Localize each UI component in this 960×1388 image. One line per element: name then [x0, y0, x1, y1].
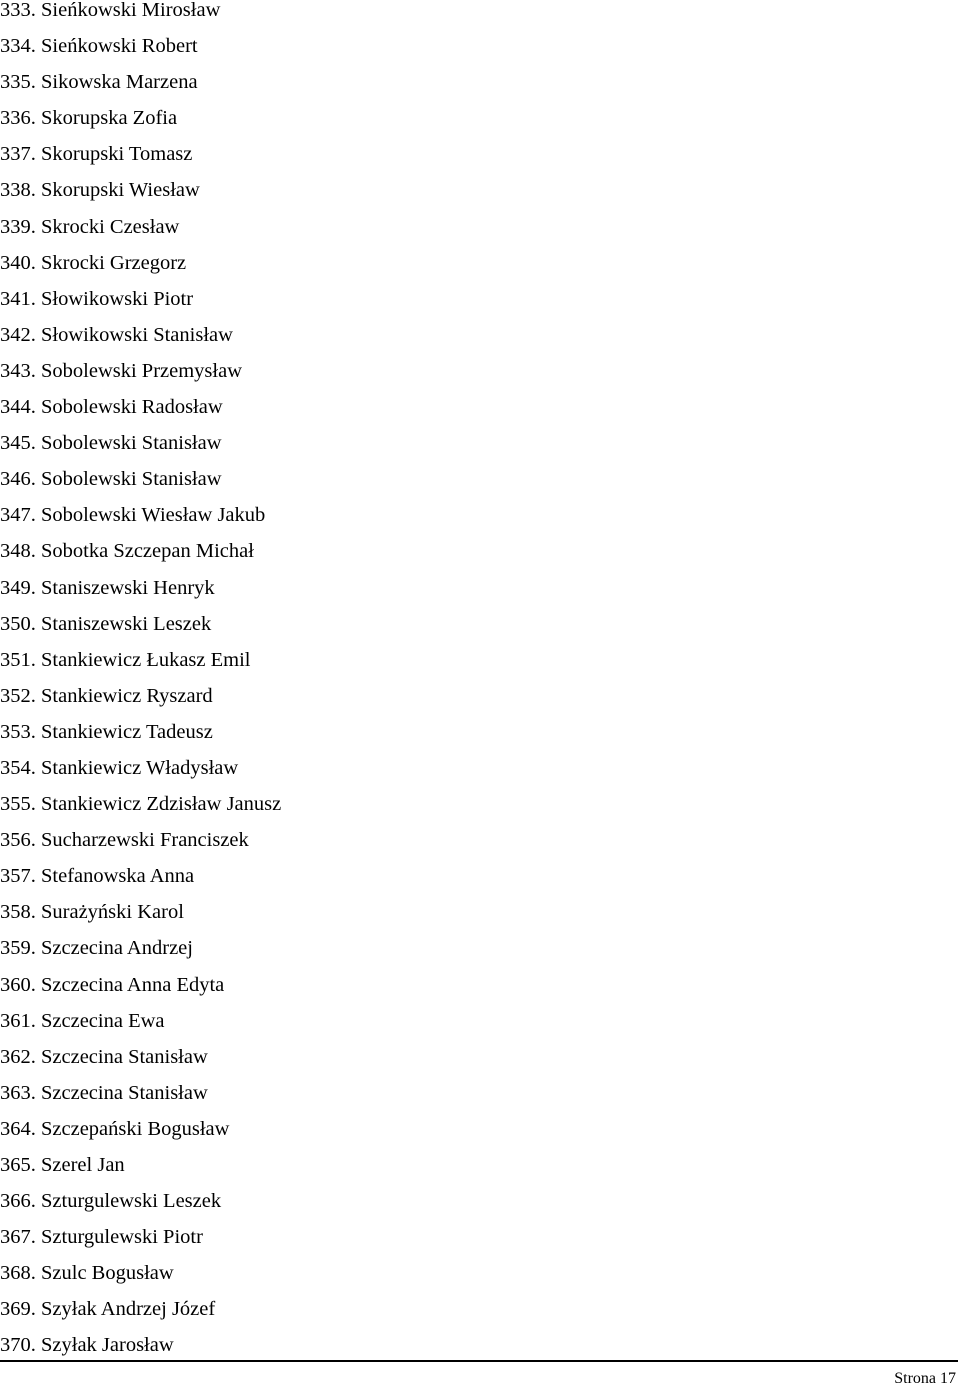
list-item [0, 353, 281, 389]
entry-number: 368. [0, 1262, 36, 1285]
entry-number: 334. [0, 35, 36, 58]
entry-name: Szczecina Anna Edyta [41, 973, 225, 996]
entry-number: 333. [0, 0, 36, 21]
entry-number: 335. [0, 71, 36, 94]
list-item [0, 245, 281, 281]
list-item [0, 570, 281, 606]
list-item [0, 136, 281, 172]
entry-name: Skorupski Tomasz [41, 143, 193, 166]
entry-number: 361. [0, 1009, 36, 1032]
entry-number: 357. [0, 865, 36, 888]
entry-number: 337. [0, 143, 36, 166]
entry-name: Szczecina Andrzej [41, 937, 193, 960]
list-item [0, 930, 281, 966]
entry-name: Stankiewicz Zdzisław Janusz [41, 793, 282, 816]
list-item [0, 28, 281, 64]
entry-number: 341. [0, 287, 36, 310]
list-item [0, 64, 281, 100]
entry-number: 340. [0, 251, 36, 274]
list-item [0, 714, 281, 750]
entry-number: 347. [0, 504, 36, 527]
name-list [0, 0, 281, 1364]
entry-number: 343. [0, 359, 36, 382]
entry-name: Staniszewski Leszek [41, 612, 212, 635]
list-item [0, 533, 281, 569]
entry-name: Sobolewski Przemysław [41, 359, 242, 382]
list-item [0, 281, 281, 317]
entry-name: Szyłak Jarosław [41, 1334, 174, 1357]
list-item [0, 750, 281, 786]
entry-name: Sucharzewski Franciszek [41, 829, 249, 852]
entry-name: Staniszewski Henryk [41, 576, 215, 599]
entry-number: 367. [0, 1226, 36, 1249]
entry-name: Sikowska Marzena [41, 71, 198, 94]
entry-number: 349. [0, 576, 36, 599]
entry-name: Sobolewski Radosław [41, 396, 223, 419]
list-item [0, 389, 281, 425]
entry-name: Sobolewski Wiesław Jakub [41, 504, 266, 527]
entry-name: Szyłak Andrzej Józef [41, 1298, 216, 1321]
entry-name: Stefanowska Anna [41, 865, 195, 888]
entry-number: 360. [0, 973, 36, 996]
list-item [0, 967, 281, 1003]
entry-number: 344. [0, 396, 36, 419]
entry-number: 346. [0, 468, 36, 491]
entry-name: Stankiewicz Łukasz Emil [41, 648, 251, 671]
entry-name: Szulc Bogusław [41, 1262, 174, 1285]
list-item [0, 786, 281, 822]
entry-name: Szturgulewski Piotr [41, 1226, 203, 1249]
entry-number: 352. [0, 684, 36, 707]
entry-number: 351. [0, 648, 36, 671]
entry-name: Szturgulewski Leszek [41, 1190, 222, 1213]
list-item [0, 1003, 281, 1039]
list-item [0, 461, 281, 497]
entry-number: 339. [0, 215, 36, 238]
list-item [0, 1291, 281, 1327]
list-item [0, 1111, 281, 1147]
list-item [0, 894, 281, 930]
list-item [0, 1183, 281, 1219]
entry-number: 356. [0, 829, 36, 852]
entry-name: Stankiewicz Władysław [41, 756, 239, 779]
footer-divider [0, 1360, 958, 1362]
entry-number: 365. [0, 1154, 36, 1176]
entry-number: 358. [0, 901, 36, 924]
list-item [0, 497, 281, 533]
entry-number: 362. [0, 1045, 36, 1068]
entry-name: Słowikowski Stanisław [41, 323, 233, 346]
entry-name: Sobolewski Stanisław [41, 432, 222, 455]
list-item [0, 1039, 281, 1075]
entry-name: Sieńkowski Mirosław [41, 0, 221, 21]
entry-number: 336. [0, 107, 36, 130]
list-item [0, 1255, 281, 1291]
entry-number: 355. [0, 793, 36, 816]
list-item [0, 209, 281, 245]
list-item [0, 0, 281, 28]
entry-name: Stankiewicz Tadeusz [41, 720, 213, 743]
entry-name: Szczecina Stanisław [41, 1081, 208, 1104]
entry-number: 364. [0, 1117, 36, 1140]
entry-number: 342. [0, 323, 36, 346]
list-item [0, 317, 281, 353]
list-item [0, 1075, 281, 1111]
list-item [0, 1327, 281, 1363]
entry-name: Sobolewski Stanisław [41, 468, 222, 491]
list-item [0, 425, 281, 461]
list-item [0, 1147, 281, 1183]
entry-number: 353. [0, 720, 36, 743]
entry-number: 354. [0, 756, 36, 779]
entry-number: 369. [0, 1298, 36, 1321]
entry-name: Sobotka Szczepan Michał [41, 540, 254, 563]
entry-name: Szczepański Bogusław [41, 1117, 230, 1140]
entry-number: 363. [0, 1081, 36, 1104]
entry-name: Skorupski Wiesław [41, 179, 200, 202]
entry-number: 338. [0, 179, 36, 202]
entry-name: Surażyński Karol [41, 901, 184, 924]
entry-name: Skrocki Grzegorz [41, 251, 187, 274]
entry-number: 366. [0, 1190, 36, 1213]
entry-number: 359. [0, 937, 36, 960]
entry-name: Skorupska Zofia [41, 107, 178, 130]
entry-name: Szerel Jan [41, 1154, 125, 1176]
list-item [0, 606, 281, 642]
entry-name: Stankiewicz Ryszard [41, 684, 213, 707]
list-item [0, 822, 281, 858]
entry-number: 348. [0, 540, 36, 563]
entry-name: Słowikowski Piotr [41, 287, 194, 310]
entry-name: Szczecina Ewa [41, 1009, 165, 1032]
list-item [0, 100, 281, 136]
entry-name: Sieńkowski Robert [41, 35, 198, 58]
entry-name: Skrocki Czesław [41, 215, 180, 238]
list-item [0, 1219, 281, 1255]
page-number: Strona 17 [894, 1370, 956, 1387]
list-item [0, 858, 281, 894]
entry-number: 370. [0, 1334, 36, 1357]
list-item [0, 678, 281, 714]
list-item [0, 172, 281, 208]
entry-number: 345. [0, 432, 36, 455]
list-item [0, 642, 281, 678]
entry-number: 350. [0, 612, 36, 635]
entry-name: Szczecina Stanisław [41, 1045, 208, 1068]
